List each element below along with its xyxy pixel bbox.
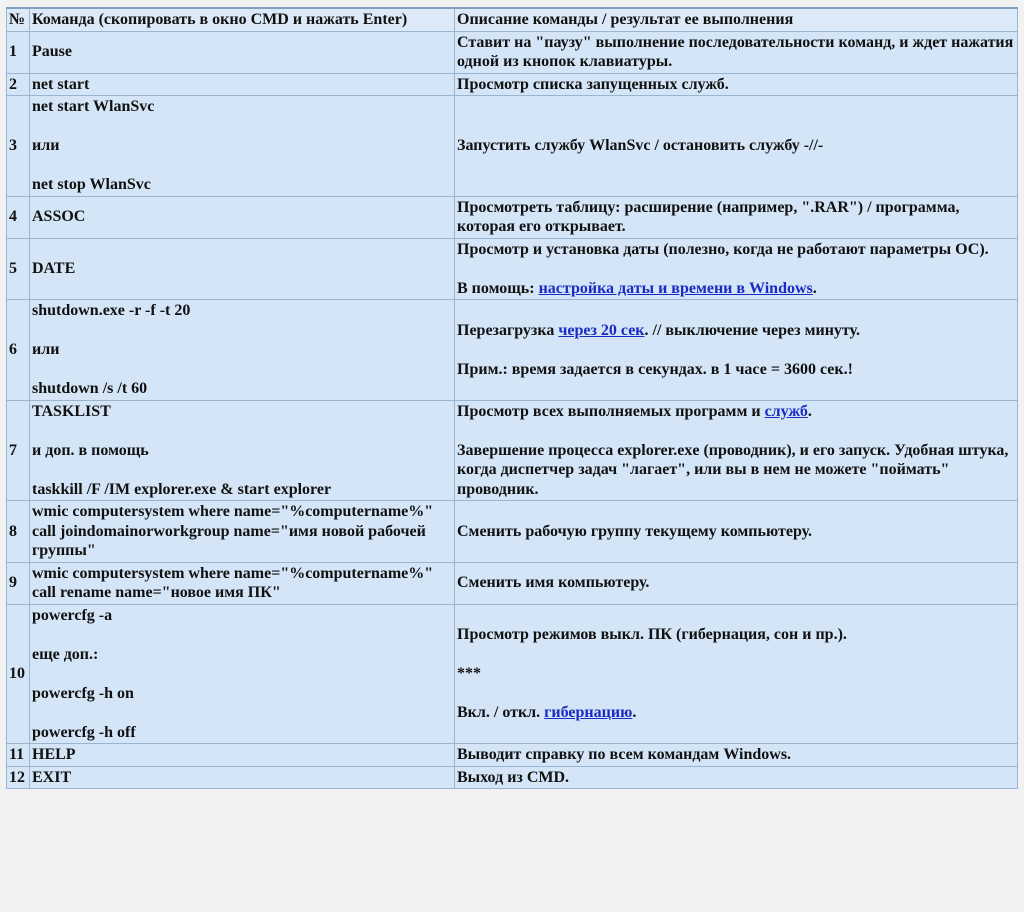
description-cell [455,196,1018,238]
paragraph-gap [32,625,452,645]
description-cell [455,238,1018,300]
description-text: *** [457,665,481,682]
table-row [7,196,1018,238]
row-number: 11 [7,744,30,767]
command-cell [30,400,455,501]
table-row [7,300,1018,401]
row-number: 2 [7,73,30,96]
description-text: . [632,704,637,721]
command-cell [30,300,455,401]
paragraph-gap [32,360,452,380]
description-paragraph [457,402,1015,422]
paragraph-gap [32,321,452,341]
command-line: shutdown.exe -r -f -t 20 [32,302,191,319]
description-paragraph [457,198,1015,237]
command-cell [30,73,455,96]
description-text: Просмотр списка запущенных служб. [457,75,729,93]
description-text: Вкл. / откл. [457,704,545,721]
description-cell [455,400,1018,501]
command-line: HELP [32,746,76,763]
description-cell [455,604,1018,744]
command-cell [30,744,455,767]
command-line: ASSOC [32,208,86,226]
table-row [7,400,1018,501]
row-number: 9 [7,562,30,604]
paragraph-gap [457,645,1015,665]
row-number: 7 [7,400,30,501]
table-header-row [7,8,1018,31]
paragraph-gap [457,421,1015,441]
command-line: shutdown /s /t 60 [32,380,148,397]
row-number: 4 [7,196,30,238]
command-line: net start WlanSvc [32,98,155,115]
description-text: . [807,402,812,420]
header-command: Команда (скопировать в окно CMD и нажать Enter) [30,8,455,31]
paragraph-gap [457,340,1015,360]
row-number: 12 [7,766,30,789]
description-cell [455,562,1018,604]
command-line: powercfg -a [32,606,113,624]
table-row [7,744,1018,767]
description-text: Завершение процесса explorer.exe (проводник), и его запуск. Удобная штука, когда диспетчер задач "лагает", или вы в нем не можете "поймать" проводник. [457,441,1009,498]
description-paragraph [457,522,1015,542]
command-cell [30,96,455,197]
description-cell [455,96,1018,197]
command-cell [30,766,455,789]
paragraph-gap [457,259,1015,279]
row-number: 8 [7,501,30,563]
header-number: № [7,8,30,31]
command-line: и доп. в помощь [32,441,149,459]
row-number: 1 [7,31,30,73]
table-row [7,73,1018,96]
description-cell [455,766,1018,789]
row-number: 10 [7,604,30,744]
description-paragraph [457,240,1015,260]
description-text: . [812,279,817,297]
description-link[interactable]: через 20 сек [558,321,645,339]
command-line: net stop WlanSvc [32,176,151,193]
command-line: или [32,341,60,358]
row-number: 3 [7,96,30,197]
command-cell [30,196,455,238]
paragraph-gap [32,156,452,176]
command-line: wmic computersystem where name="%computername%" call joindomainorworkgroup name="имя новой рабочей группы" [32,503,434,559]
description-link[interactable]: гибернацию [544,704,633,721]
description-text: Выводит справку по всем командам Windows. [457,746,792,763]
description-text: В помощь: [457,279,539,297]
command-cell [30,562,455,604]
description-cell [455,300,1018,401]
description-text: Сменить имя компьютеру. [457,574,650,592]
command-line: wmic computersystem where name="%computername%" call rename name="новое имя ПК" [32,564,434,601]
table-row [7,501,1018,563]
description-paragraph [457,136,1015,156]
command-line: DATE [32,260,76,277]
command-line: net start [32,75,90,93]
description-paragraph [457,279,1015,299]
command-line: TASKLIST [32,402,111,420]
paragraph-gap [32,703,452,723]
command-line: powercfg -h off [32,723,136,741]
description-text: Запустить службу WlanSvc / остановить службу -//- [457,137,824,154]
description-paragraph [457,360,1015,380]
command-cell [30,501,455,563]
commands-table [6,7,1018,789]
description-paragraph [457,441,1015,500]
table-row [7,562,1018,604]
table-row [7,31,1018,73]
description-link[interactable]: настройка даты и времени в Windows [538,279,813,297]
description-paragraph [457,664,1015,684]
description-text: Сменить рабочую группу текущему компьютеру. [457,522,813,540]
command-line: EXIT [32,768,72,786]
description-paragraph [457,321,1015,341]
description-paragraph [457,33,1015,72]
description-cell [455,73,1018,96]
paragraph-gap [32,421,452,441]
description-text: Прим.: время задается в секундах. в 1 часе = 3600 сек.! [457,360,853,378]
row-number: 6 [7,300,30,401]
description-text: . // выключение через минуту. [644,321,860,339]
description-paragraph [457,75,1015,95]
description-link[interactable]: служб [764,402,808,420]
command-line: еще доп.: [32,645,99,663]
table-row [7,604,1018,744]
description-text: Выход из CMD. [457,768,570,786]
command-line: taskkill /F /IM explorer.exe & start explorer [32,480,332,498]
command-cell [30,604,455,744]
table-row [7,96,1018,197]
description-paragraph [457,703,1015,723]
command-cell [30,238,455,300]
description-cell [455,744,1018,767]
description-cell [455,31,1018,73]
paragraph-gap [32,460,452,480]
paragraph-gap [32,117,452,137]
paragraph-gap [457,684,1015,704]
description-text: Ставит на "паузу" выполнение последовательности команд, и ждет нажатия одной из кнопок клавиатуры. [457,33,1014,70]
paragraph-gap [32,664,452,684]
description-paragraph [457,573,1015,593]
row-number: 5 [7,238,30,300]
table-row [7,238,1018,300]
description-paragraph [457,625,1015,645]
description-paragraph [457,745,1015,765]
table-body [7,8,1018,789]
description-cell [455,501,1018,563]
command-line: Pause [32,43,72,61]
table-row [7,766,1018,789]
commands-table-container [6,7,1017,789]
header-description: Описание команды / результат ее выполнения [455,8,1018,31]
description-text: Просмотр и установка даты (полезно, когда не работают параметры ОС). [457,240,989,258]
command-cell [30,31,455,73]
description-text: Просмотр всех выполняемых программ и [457,402,765,420]
description-text: Просмотр режимов выкл. ПК (гибернация, сон и пр.). [457,626,847,643]
description-text: Перезагрузка [457,321,559,339]
command-line: powercfg -h on [32,684,134,702]
command-line: или [32,137,60,154]
description-text: Просмотреть таблицу: расширение (например, ".RAR") / программа, которая его открывает. [457,198,960,235]
description-paragraph [457,768,1015,788]
